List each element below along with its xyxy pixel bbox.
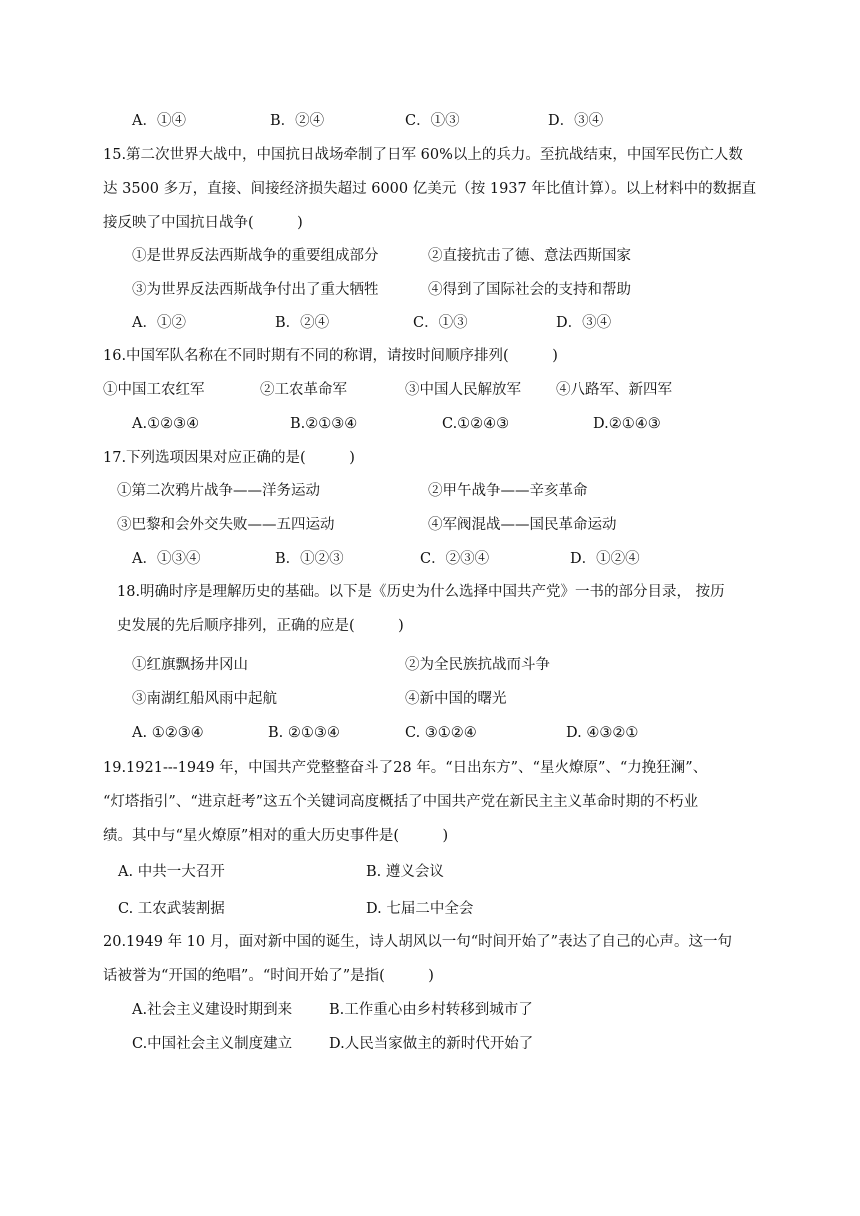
question-stem-line: 接反映了中国抗日战争( ) (103, 215, 303, 231)
statement-item: ③巴黎和会外交失败——五四运动 (117, 517, 335, 533)
statement-item: ①第二次鸦片战争——洋务运动 (117, 483, 320, 499)
question-stem-line: 19.1921---1949 年，中国共产党整整奋斗了28 年。“日出东方”、“星火燎原”、“力挽狂澜”、 (103, 760, 708, 776)
option-d: D. ④③②① (566, 725, 639, 741)
option-d: D．③④ (556, 315, 612, 331)
option-a: A.①②③④ (132, 416, 200, 432)
option-c: C．①③ (405, 113, 460, 129)
option-d: D.人民当家做主的新时代开始了 (329, 1036, 534, 1052)
statement-item: ④得到了国际社会的支持和帮助 (428, 282, 631, 298)
question-stem-line: 达 3500 多万，直接、间接经济损失超过 6000 亿美元（按 1937 年比值计算）。以上材料中的数据直 (103, 181, 757, 197)
statement-item: ②直接抗击了德、意法西斯国家 (428, 248, 631, 264)
option-b: B．①②③ (275, 551, 344, 567)
statement-item: ①红旗飘扬井冈山 (132, 657, 248, 673)
option-d: D.②①④③ (593, 416, 661, 432)
statement-item: ④新中国的曙光 (405, 691, 507, 707)
option-c: C. 工农武装割据 (118, 901, 225, 917)
question-stem-line: 15.第二次世界大战中，中国抗日战场牵制了日军 60%以上的兵力。至抗战结束，中国军民伤亡人数 (103, 147, 743, 163)
option-a: A．①③④ (132, 551, 201, 567)
statement-item: ③南湖红船风雨中起航 (132, 691, 277, 707)
statement-item: ①中国工农红军 (103, 382, 205, 398)
statement-item: ②工农革命军 (260, 382, 347, 398)
option-a: A. ①②③④ (132, 725, 204, 741)
option-a: A. 中共一大召开 (118, 864, 225, 880)
option-c: C. ③①②④ (405, 725, 477, 741)
statement-item: ①是世界反法西斯战争的重要组成部分 (132, 248, 379, 264)
statement-item: ④八路军、新四军 (556, 382, 672, 398)
question-stem-line: 绩。其中与“星火燎原”相对的重大历史事件是( ) (103, 828, 449, 844)
statement-item: ④军阀混战——国民革命运动 (428, 517, 617, 533)
option-b: B. ②①③④ (268, 725, 340, 741)
question-stem-line: 话被誉为“开国的绝唱”。“时间开始了”是指( ) (103, 968, 434, 984)
question-stem-line: 18.明确时序是理解历史的基础。以下是《历史为什么选择中国共产党》一书的部分目录， 按历 (117, 584, 725, 600)
question-stem-line: 17.下列选项因果对应正确的是( ) (103, 450, 355, 466)
option-b: B.②①③④ (290, 416, 358, 432)
option-c: C．②③④ (420, 551, 490, 567)
option-d: D．③④ (548, 113, 604, 129)
question-stem-line: 史发展的先后顺序排列，正确的应是( ) (117, 618, 404, 634)
option-b: B．②④ (275, 315, 330, 331)
option-d: D．①②④ (570, 551, 640, 567)
option-b: B.工作重心由乡村转移到城市了 (329, 1002, 533, 1018)
option-b: B. 遵义会议 (366, 864, 444, 880)
option-c: C.①②④③ (442, 416, 510, 432)
statement-item: ③为世界反法西斯战争付出了重大牺牲 (132, 282, 379, 298)
option-a: A．①④ (132, 113, 186, 129)
question-stem-line: “灯塔指引”、“进京赶考”这五个关键词高度概括了中国共产党在新民主主义革命时期的不朽业 (103, 794, 699, 810)
option-d: D. 七届二中全会 (366, 901, 474, 917)
statement-item: ②甲午战争——辛亥革命 (428, 483, 588, 499)
option-c: C.中国社会主义制度建立 (132, 1036, 293, 1052)
option-c: C．①③ (413, 315, 468, 331)
option-a: A．①② (132, 315, 186, 331)
option-a: A.社会主义建设时期到来 (132, 1002, 293, 1018)
question-stem-line: 16.中国军队名称在不同时期有不同的称谓，请按时间顺序排列( ) (103, 348, 558, 364)
question-stem-line: 20.1949 年 10 月，面对新中国的诞生，诗人胡风以一句“时间开始了”表达了自己的心声。这一句 (103, 934, 733, 950)
statement-item: ②为全民族抗战而斗争 (405, 657, 550, 673)
statement-item: ③中国人民解放军 (405, 382, 521, 398)
option-b: B．②④ (270, 113, 325, 129)
